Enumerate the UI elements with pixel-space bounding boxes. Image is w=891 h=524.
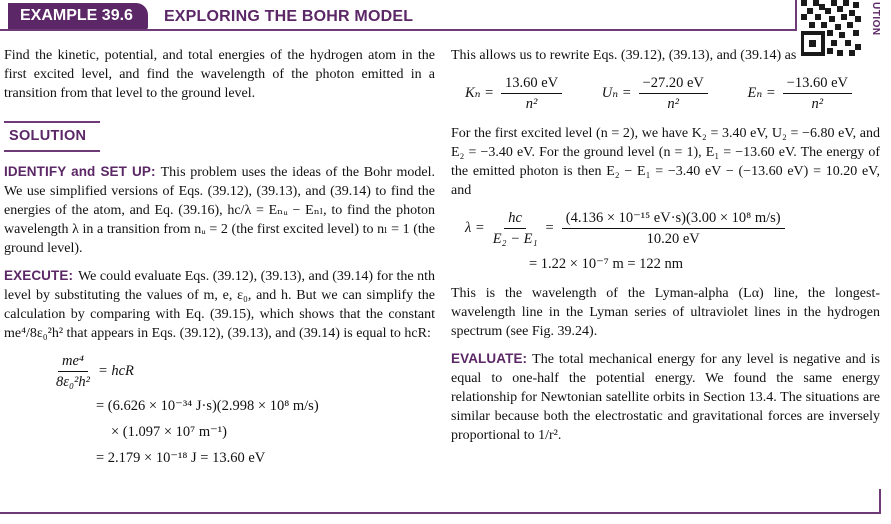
rewrite-intro: This allows us to rewrite Eqs. (39.12), (39.13), and (39.14) as xyxy=(451,48,797,63)
fraction-me4: $\frac{\text{me⁴}}{\text{8ε₀²h²}}$ xyxy=(56,353,90,390)
execute-label: EXECUTE: xyxy=(4,268,74,283)
bottom-rule xyxy=(0,512,881,514)
fraction-photon: $\frac{\text{(4.136 × 10⁻¹⁵ eV·s)(3.00 × 10⁸ m/s)}}{10.20 eV}$ xyxy=(562,210,785,247)
lambda-result: = 1.22 × 10⁻⁷ m = 122 nm xyxy=(529,256,684,272)
equation-hcr-line3: × (1.097 × 10⁷ m⁻¹) xyxy=(111,424,227,440)
margin-solution-label: UTION xyxy=(870,2,881,36)
example-body xyxy=(4,46,880,468)
equation-hcr xyxy=(56,353,435,468)
equation-un: Uₙ = $\frac{-27.20 eV}{\text{n²}}$ xyxy=(602,75,708,112)
fraction-hc: $\frac{hc}{\text{E₂ − E₁}}$ xyxy=(492,210,538,247)
lambda-lhs: λ = xyxy=(465,220,485,236)
equation-hcr-line2: = (6.626 × 10⁻³⁴ J·s)(2.998 × 10⁸ m/s) xyxy=(96,398,319,414)
header-rule xyxy=(0,29,797,31)
right-column xyxy=(451,46,880,468)
problem-statement: Find the kinetic, potential, and total energies of the hydrogen atom in the first excited level, and find the wavelength of the photon emitted in a transition from that level to the ground level. xyxy=(4,48,435,101)
identify-text: This problem uses the ideas of the Bohr model. We use simplified versions of Eqs. (39.12), (39.13), and (39.14) to find the energies of the atom, and Eq. (39.16), hc/λ = Eₙᵤ − Eₙₗ, to find the photon wavelength λ in a transition from nᵤ = 2 (the first excited level) to nₗ = 1 (the ground level). xyxy=(4,165,435,256)
equation-kn: Kₙ = $\frac{13.60 eV}{\text{n²}}$ xyxy=(465,75,562,112)
fraction-kn: $\frac{13.60 eV}{\text{n²}}$ xyxy=(501,75,562,112)
example-title: EXPLORING THE BOHR MODEL xyxy=(163,8,414,25)
fraction-en: $\frac{-13.60 eV}{\text{n²}}$ xyxy=(783,75,852,112)
equation-hcr-line4: = 2.179 × 10⁻¹⁸ J = 13.60 eV xyxy=(96,450,266,466)
lyman-paragraph: This is the wavelength of the Lyman-alpha (Lα) line, the longest-wavelength line in the Lyman series of ultraviolet lines in the hydrogen spectrum (see Fig. 39.24). xyxy=(451,286,880,339)
execute-text: We could evaluate Eqs. (39.12), (39.13), and (39.14) for the nth level by substituting the values of m, e, ε₀, and h. But we can simplify the calculation by comparing with Eq. (39.15), which shows that the constant me⁴/8ε₀²h² that appears in Eqs. (39.12), (39.13), and (39.14) is equal to hcR: xyxy=(4,269,435,341)
equation-hcr-rhs: = hcR xyxy=(97,363,134,379)
levels-paragraph: For the first excited level (n = 2), we have K₂ = 3.40 eV, U₂ = −6.80 eV, and E₂ = −3.40 eV. For the ground level (n = 1), E₁ = −13.60 eV. The energy of the emitted photon is then E₂ − E₁ = −3.40 eV − (−13.60 eV) = 10.20 eV, and xyxy=(451,126,880,198)
evaluate-label: EVALUATE: xyxy=(451,351,528,366)
fraction-un: $\frac{-27.20 eV}{\text{n²}}$ xyxy=(639,75,708,112)
equation-knunen xyxy=(465,75,852,112)
header-rule-corner xyxy=(795,0,797,31)
equation-lambda xyxy=(465,210,880,247)
example-number-badge: EXAMPLE 39.6 xyxy=(8,3,148,30)
equation-en: Eₙ = $\frac{-13.60 eV}{\text{n²}}$ xyxy=(748,75,853,112)
left-column xyxy=(4,46,435,468)
bottom-rule-corner xyxy=(879,489,881,514)
evaluate-text: The total mechanical energy for any level is negative and is equal to one-half the potential energy. We found the same energy relationship for Newtonian satellite orbits in Section 13.4. The situations are similar because both the electrostatic and gravitational forces are inversely proportional to 1/r². xyxy=(451,352,880,443)
equation-hcr-row1 xyxy=(56,353,435,390)
example-header xyxy=(8,3,413,30)
identify-paragraph xyxy=(4,162,435,258)
solution-heading: SOLUTION xyxy=(4,121,100,152)
execute-paragraph xyxy=(4,266,435,343)
identify-setup-label: IDENTIFY and SET UP: xyxy=(4,164,156,179)
lambda-equals: = xyxy=(545,220,554,236)
evaluate-paragraph xyxy=(451,349,880,445)
